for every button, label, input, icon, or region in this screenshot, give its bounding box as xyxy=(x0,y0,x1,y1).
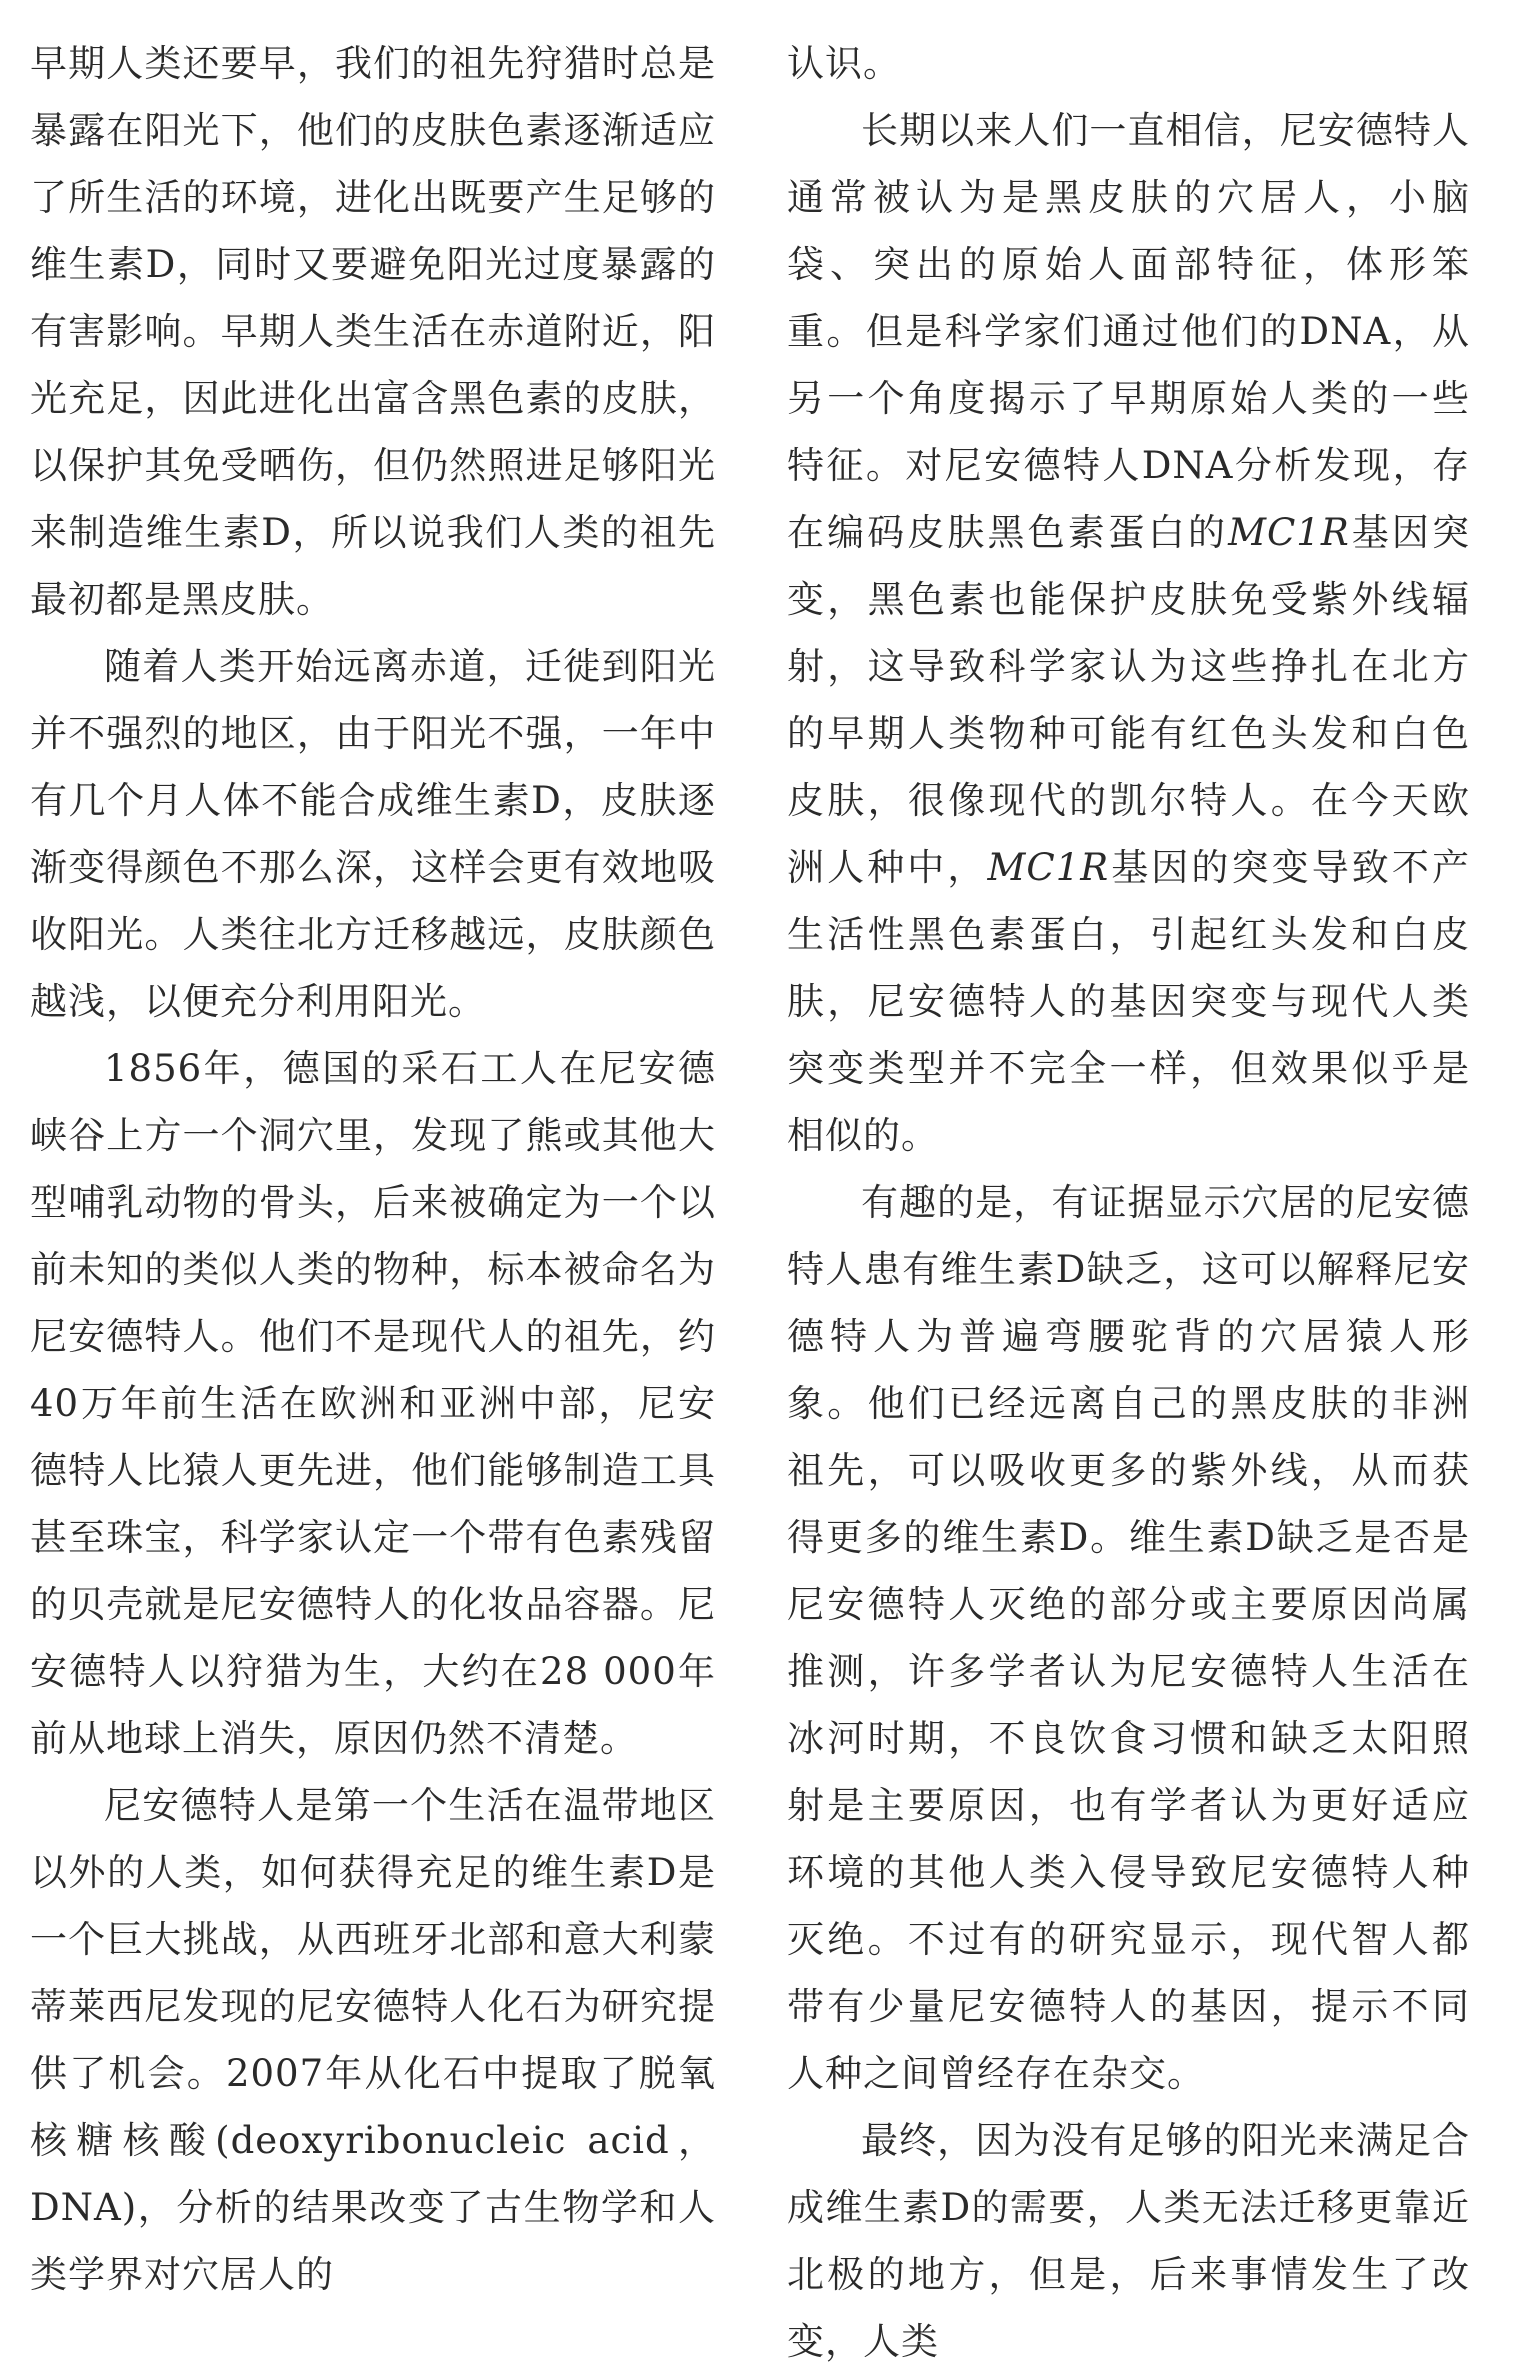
paragraph: 早期人类还要早，我们的祖先狩猎时总是暴露在阳光下，他们的皮肤色素逐渐适应了所生活的环境，进化出既要产生足够的维生素D，同时又要避免阳光过度暴露的有害影响。早期人类生活在赤道附近，阳光充足，因此进化出富含黑色素的皮肤，以保护其免受晒伤，但仍然照进足够阳光来制造维生素D，所以说我们人类的祖先最初都是黑皮肤。 xyxy=(30,42,716,621)
paragraph xyxy=(787,97,1470,1169)
right-column xyxy=(787,30,1470,2375)
paragraph: 有趣的是，有证据显示穴居的尼安德特人患有维生素D缺乏，这可以解释尼安德特人为普遍弯腰驼背的穴居猿人形象。他们已经远离自己的黑皮肤的非洲祖先，可以吸收更多的紫外线，从而获得更多的维生素D。维生素D缺乏是否是尼安德特人灭绝的部分或主要原因尚属推测，许多学者认为尼安德特人生活在冰河时期，不良饮食习惯和缺乏太阳照射是主要原因，也有学者认为更好适应环境的其他人类入侵导致尼安德特人种灭绝。不过有的研究显示，现代智人都带有少量尼安德特人的基因，提示不同人种之间曾经存在杂交。 xyxy=(787,1181,1470,2095)
paragraph: 认识。 xyxy=(787,42,901,85)
paragraph: 尼安德特人是第一个生活在温带地区以外的人类，如何获得充足的维生素D是一个巨大挑战，从西班牙北部和意大利蒙蒂莱西尼发现的尼安德特人化石为研究提供了机会。2007年从化石中提取了脱氧核糖核酸(deoxyribonucleic acid，DNA)，分析的结果改变了古生物学和人类学界对穴居人的 xyxy=(30,1784,716,2296)
paragraph-text: 基因突变，黑色素也能保护皮肤免受紫外线辐射，这导致科学家认为这些挣扎在北方的早期人类物种可能有红色头发和白色皮肤，很像现代的凯尔特人。在今天欧洲人种中， xyxy=(787,511,1470,889)
paragraph: 最终，因为没有足够的阳光来满足合成维生素D的需要，人类无法迁移更靠近北极的地方，但是，后来事情发生了改变，人类 xyxy=(787,2119,1470,2363)
gene-name: MC1R xyxy=(1228,511,1350,554)
paragraph: 随着人类开始远离赤道，迁徙到阳光并不强烈的地区，由于阳光不强，一年中有几个月人体不能合成维生素D，皮肤逐渐变得颜色不那么深，这样会更有效地吸收阳光。人类往北方迁移越远，皮肤颜色越浅，以便充分利用阳光。 xyxy=(30,645,716,1023)
paragraph-text: 基因的突变导致不产生活性黑色素蛋白，引起红头发和白皮肤，尼安德特人的基因突变与现代人类突变类型并不完全一样，但效果似乎是相似的。 xyxy=(787,846,1470,1157)
paragraph-text: 长期以来人们一直相信，尼安德特人通常被认为是黑皮肤的穴居人，小脑袋、突出的原始人面部特征，体形笨重。但是科学家们通过他们的DNA，从另一个角度揭示了早期原始人类的一些特征。对尼安德特人DNA分析发现，存在编码皮肤黑色素蛋白的 xyxy=(787,109,1470,554)
left-column xyxy=(30,30,716,2308)
paragraph: 1856年，德国的采石工人在尼安德峡谷上方一个洞穴里，发现了熊或其他大型哺乳动物的骨头，后来被确定为一个以前未知的类似人类的物种，标本被命名为尼安德特人。他们不是现代人的祖先，约40万年前生活在欧洲和亚洲中部，尼安德特人比猿人更先进，他们能够制造工具甚至珠宝，科学家认定一个带有色素残留的贝壳就是尼安德特人的化妆品容器。尼安德特人以狩猎为生，大约在28 000年前从地球上消失，原因仍然不清楚。 xyxy=(30,1047,716,1760)
gene-name: MC1R xyxy=(987,846,1110,889)
